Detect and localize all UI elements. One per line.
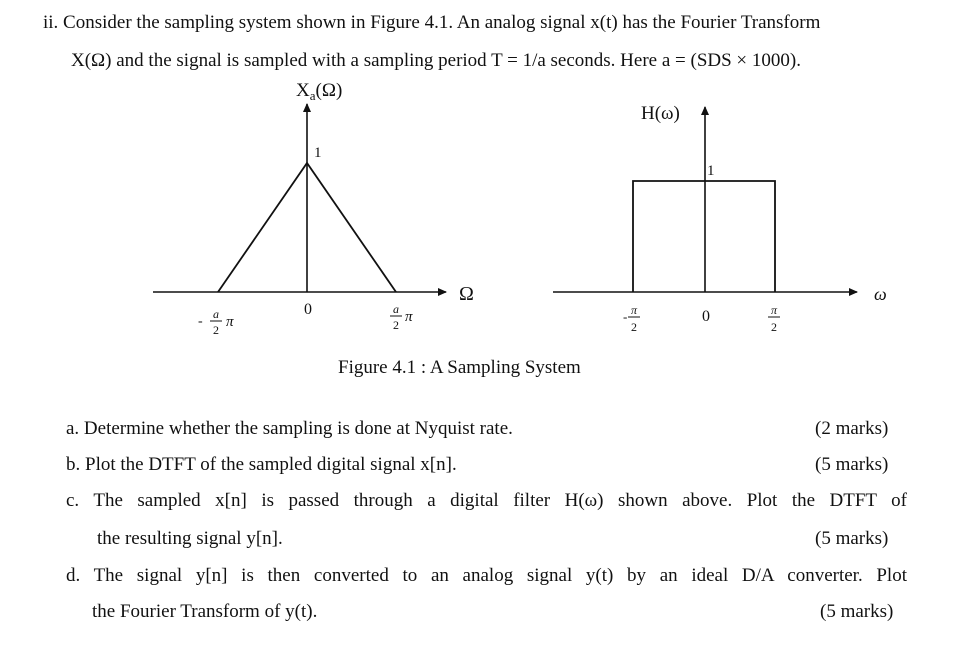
part-c-marks: (5 marks)	[815, 528, 889, 549]
left-tick-zero: 0	[304, 301, 312, 318]
question-line-2: X(Ω) and the signal is sampled with a sampling period T = 1/a seconds. Here a = (SDS × 1000).	[71, 50, 801, 71]
right-plot	[553, 103, 887, 334]
part-b-text: b. Plot the DTFT of the sampled digital signal x[n].	[66, 454, 457, 475]
left-plot-ylabel: $X_a(\Omega)$	[296, 80, 343, 103]
right-xlabel: ω	[874, 284, 887, 304]
part-a-marks: (2 marks)	[815, 418, 889, 439]
left-tick-pos-num: a	[393, 302, 399, 316]
right-tick-neg-num: π	[630, 303, 638, 317]
left-tick-pos-pi: π	[405, 309, 413, 325]
right-tick-pos-den: 2	[771, 320, 777, 334]
left-tick-pos	[390, 302, 413, 332]
left-tick-neg	[198, 307, 234, 337]
right-tick-neg-sign: -	[623, 309, 628, 324]
left-xlabel: Ω	[459, 283, 474, 305]
part-d-line-2: the Fourier Transform of y(t).	[92, 601, 318, 622]
left-tick-pos-den: 2	[393, 318, 399, 332]
right-tick-pos	[768, 303, 780, 334]
left-peak-label: 1	[314, 145, 322, 161]
right-plot-ylabel: H(ω)	[641, 103, 680, 124]
left-tick-neg-den: 2	[213, 323, 219, 337]
part-b-marks: (5 marks)	[815, 454, 889, 475]
right-height-label: 1	[707, 163, 715, 179]
left-plot	[153, 80, 474, 337]
left-tick-neg-pi: π	[226, 314, 234, 330]
part-d-marks: (5 marks)	[820, 601, 894, 622]
right-tick-neg-den: 2	[631, 320, 637, 334]
left-tick-neg-num: a	[213, 307, 219, 321]
part-d-line-1: d. The signal y[n] is then converted to an analog signal y(t) by an ideal D/A converter. Plot	[66, 565, 907, 586]
right-tick-neg	[623, 303, 640, 334]
question-line-1: ii. Consider the sampling system shown in Figure 4.1. An analog signal x(t) has the Fourier Transform	[43, 12, 821, 33]
rect-filter	[633, 181, 775, 292]
part-a-text: a. Determine whether the sampling is done at Nyquist rate.	[66, 418, 513, 439]
part-c-line-1: c. The sampled x[n] is passed through a digital filter H(ω) shown above. Plot the DTFT of	[66, 490, 907, 511]
left-tick-neg-sign: -	[198, 314, 203, 329]
part-c-line-2: the resulting signal y[n].	[97, 528, 283, 549]
right-tick-zero: 0	[702, 308, 710, 325]
figure-caption: Figure 4.1 : A Sampling System	[338, 357, 581, 378]
right-tick-pos-num: π	[770, 303, 778, 317]
